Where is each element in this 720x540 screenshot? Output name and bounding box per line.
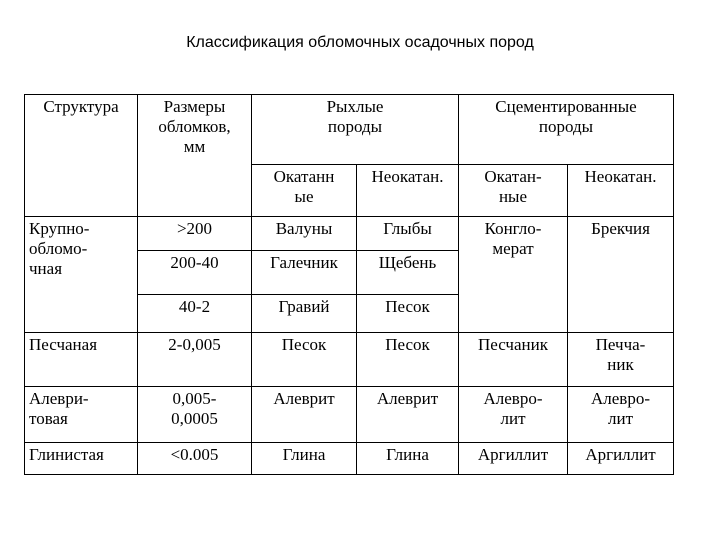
header-loose: Рыхлые породы — [252, 95, 459, 165]
size-cell: 200-40 — [138, 251, 252, 295]
loose-unrounded-cell: Алеврит — [357, 387, 459, 443]
classification-table — [24, 94, 674, 475]
subheader-loose-rounded: Окатанн ые — [252, 165, 357, 217]
coarse-structure-cell: Крупно- обломо- чная — [25, 217, 138, 333]
loose-unrounded-cell: Щебень — [357, 251, 459, 295]
cem-rounded-cell: Аргиллит — [459, 443, 568, 475]
loose-unrounded-cell: Песок — [357, 333, 459, 387]
loose-unrounded-cell: Глыбы — [357, 217, 459, 251]
table-row — [25, 443, 674, 475]
subheader-cem-rounded: Окатан- ные — [459, 165, 568, 217]
loose-unrounded-cell: Песок — [357, 295, 459, 333]
cem-unrounded-cell: Алевро- лит — [568, 387, 674, 443]
table-row — [25, 387, 674, 443]
structure-cell: Песчаная — [25, 333, 138, 387]
structure-cell: Алеври- товая — [25, 387, 138, 443]
subheader-loose-unrounded: Неокатан. — [357, 165, 459, 217]
size-cell: <0.005 — [138, 443, 252, 475]
size-cell: 0,005- 0,0005 — [138, 387, 252, 443]
loose-rounded-cell: Гравий — [252, 295, 357, 333]
conglomerate-cell: Конгло- мерат — [459, 217, 568, 333]
header-structure: Структура — [25, 95, 138, 217]
loose-rounded-cell: Алеврит — [252, 387, 357, 443]
table-row — [25, 333, 674, 387]
cem-rounded-cell: Алевро- лит — [459, 387, 568, 443]
subheader-cem-unrounded: Неокатан. — [568, 165, 674, 217]
header-size: Размеры обломков, мм — [138, 95, 252, 217]
cem-unrounded-cell: Печча- ник — [568, 333, 674, 387]
loose-rounded-cell: Глина — [252, 443, 357, 475]
loose-rounded-cell: Галечник — [252, 251, 357, 295]
structure-cell: Глинистая — [25, 443, 138, 475]
header-cemented: Сцементированные породы — [459, 95, 674, 165]
loose-unrounded-cell: Глина — [357, 443, 459, 475]
size-cell: 40-2 — [138, 295, 252, 333]
table-row — [25, 217, 674, 251]
loose-rounded-cell: Песок — [252, 333, 357, 387]
breccia-cell: Брекчия — [568, 217, 674, 333]
cem-rounded-cell: Песчаник — [459, 333, 568, 387]
header-row — [25, 95, 674, 165]
size-cell: 2-0,005 — [138, 333, 252, 387]
loose-rounded-cell: Валуны — [252, 217, 357, 251]
page-title: Классификация обломочных осадочных пород — [186, 34, 534, 51]
size-cell: >200 — [138, 217, 252, 251]
cem-unrounded-cell: Аргиллит — [568, 443, 674, 475]
